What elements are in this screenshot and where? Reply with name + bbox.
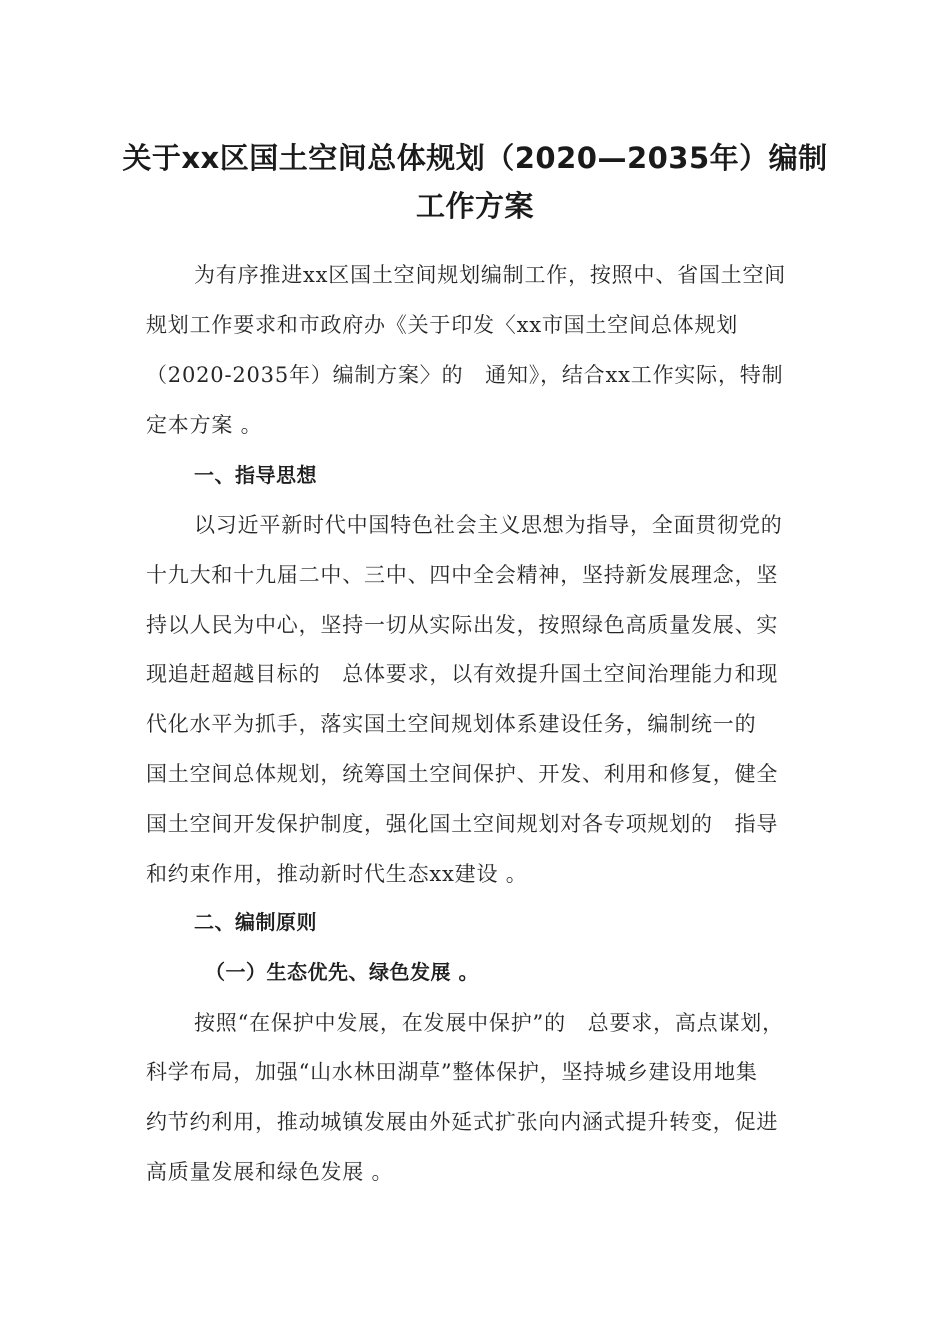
intro-paragraph-line-1: 为有序推进xx区国土空间规划编制工作，按照中、省国土空间: [194, 263, 787, 287]
section-2-1-line-3: 约节约利用，推动城镇发展由外延式扩张向内涵式提升转变，促进: [146, 1110, 779, 1134]
section-1-line-2: 十九大和十九届二中、三中、四中全会精神，坚持新发展理念，坚: [146, 563, 779, 587]
section-1-line-8: 和约束作用，推动新时代生态xx建设 。: [146, 862, 528, 886]
section-1-line-7: 国土空间开发保护制度，强化国土空间规划对各专项规划的 指导: [146, 812, 779, 836]
document-title-line-2: 工作方案: [415, 189, 534, 223]
section-1-line-4: 现追赶超越目标的 总体要求，以有效提升国土空间治理能力和现: [146, 662, 779, 686]
section-2-subheading-1: （一）生态优先、绿色发展 。: [205, 960, 479, 984]
section-2-1-line-2: 科学布局，加强“山水林田湖草”整体保护，坚持城乡建设用地集: [146, 1060, 758, 1084]
intro-paragraph-line-4: 定本方案 。: [146, 413, 263, 437]
section-2-1-line-1: 按照“在保护中发展，在发展中保护”的 总要求，高点谋划，: [194, 1011, 784, 1035]
section-2-1-line-4: 高质量发展和绿色发展 。: [146, 1160, 394, 1184]
document-title-line-1: 关于xx区国土空间总体规划（2020—2035年）编制: [122, 141, 828, 175]
section-1-line-3: 持以人民为中心，坚持一切从实际出发，按照绿色高质量发展、实: [146, 613, 779, 637]
intro-paragraph-line-3: （2020-2035年）编制方案〉的 通知》，结合xx工作实际，特制: [146, 363, 784, 387]
section-1-line-1: 以习近平新时代中国特色社会主义思想为指导，全面贯彻党的: [194, 513, 783, 537]
intro-paragraph-line-2: 规划工作要求和市政府办《关于印发〈xx市国土空间总体规划: [146, 313, 739, 337]
section-1-heading: 一、指导思想: [194, 463, 317, 487]
section-1-line-5: 代化水平为抓手，落实国土空间规划体系建设任务，编制统一的: [146, 712, 757, 736]
section-2-heading: 二、编制原则: [194, 910, 317, 934]
section-1-line-6: 国土空间总体规划，统筹国土空间保护、开发、利用和修复，健全: [146, 762, 779, 786]
